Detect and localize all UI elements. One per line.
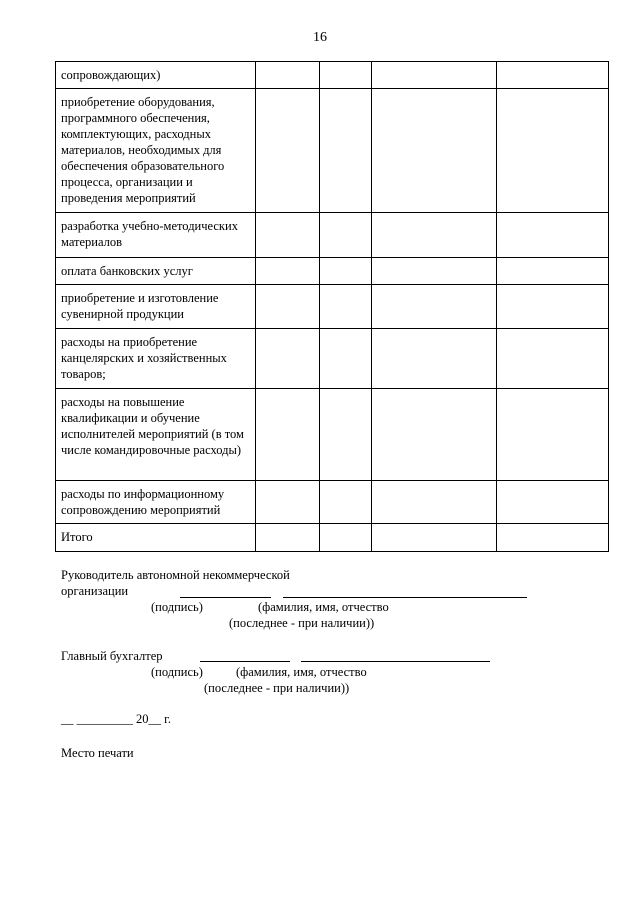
row-label: расходы на повышение квалификации и обучение исполнителей мероприятий (в том числе командировочные расходы): [56, 389, 256, 481]
table-row: [56, 213, 609, 258]
table-cell: [496, 329, 608, 389]
table-cell: [371, 481, 496, 524]
stamp-place-label: Место печати: [61, 746, 134, 760]
table-row: [56, 62, 609, 89]
table-cell: [371, 258, 496, 285]
table-cell: [320, 89, 371, 213]
row-label: разработка учебно-методических материалов: [56, 213, 256, 258]
table-cell: [496, 389, 608, 481]
table-cell: [256, 89, 320, 213]
table-cell: [320, 389, 371, 481]
total-label: Итого: [56, 524, 256, 552]
table-cell: [320, 258, 371, 285]
accountant-name-line: [301, 661, 490, 662]
table-cell: [496, 285, 608, 329]
table-row: [56, 524, 609, 552]
accountant-signature-line: [200, 661, 290, 662]
head-title-line2: организации: [61, 584, 129, 598]
table-cell: [256, 258, 320, 285]
table-cell: [256, 213, 320, 258]
table-row: [56, 285, 609, 329]
table-cell: [371, 524, 496, 552]
accountant-name-caption-2: (последнее - при наличии)): [204, 681, 350, 695]
head-sign-caption: (подпись): [151, 600, 203, 614]
head-name-caption: (фамилия, имя, отчество: [258, 600, 389, 614]
date-line: __ _________ 20__ г.: [61, 712, 171, 726]
row-label: сопровождающих): [56, 62, 256, 89]
table-cell: [320, 285, 371, 329]
row-label: расходы по информационному сопровождению мероприятий: [56, 481, 256, 524]
table-cell: [256, 329, 320, 389]
table-row: [56, 258, 609, 285]
table-cell: [371, 285, 496, 329]
table-row: [56, 89, 609, 213]
table-cell: [256, 389, 320, 481]
row-label: приобретение оборудования, программного обеспечения, комплектующих, расходных материалов, необходимых для обеспечения образовательного процесса, организации и проведения мероприятий: [56, 89, 256, 213]
table-cell: [496, 62, 608, 89]
accountant-label: Главный бухгалтер: [61, 649, 163, 663]
table-cell: [320, 481, 371, 524]
table-cell: [496, 89, 608, 213]
table-cell: [256, 481, 320, 524]
table-cell: [320, 213, 371, 258]
table-row: [56, 329, 609, 389]
head-name-line: [283, 597, 527, 598]
table-cell: [496, 481, 608, 524]
table-cell: [371, 89, 496, 213]
table-cell: [320, 329, 371, 389]
accountant-name-caption: (фамилия, имя, отчество: [236, 665, 367, 679]
table-cell: [371, 213, 496, 258]
table-cell: [256, 285, 320, 329]
table-cell: [256, 524, 320, 552]
table-cell: [371, 62, 496, 89]
expense-table: [55, 61, 609, 552]
row-label: оплата банковских услуг: [56, 258, 256, 285]
table-cell: [496, 524, 608, 552]
table-cell: [496, 258, 608, 285]
head-signature-line: [180, 597, 271, 598]
table-cell: [320, 524, 371, 552]
row-label: приобретение и изготовление сувенирной продукции: [56, 285, 256, 329]
table-cell: [320, 62, 371, 89]
head-title-line1: Руководитель автономной некоммерческой: [61, 568, 290, 582]
head-name-caption-2: (последнее - при наличии)): [229, 616, 375, 630]
table-cell: [256, 62, 320, 89]
row-label: расходы на приобретение канцелярских и хозяйственных товаров;: [56, 329, 256, 389]
table-cell: [371, 329, 496, 389]
table-row: [56, 481, 609, 524]
accountant-sign-caption: (подпись): [151, 665, 203, 679]
table-cell: [496, 213, 608, 258]
page-number: 16: [313, 30, 327, 45]
table-cell: [371, 389, 496, 481]
table-row: [56, 389, 609, 481]
